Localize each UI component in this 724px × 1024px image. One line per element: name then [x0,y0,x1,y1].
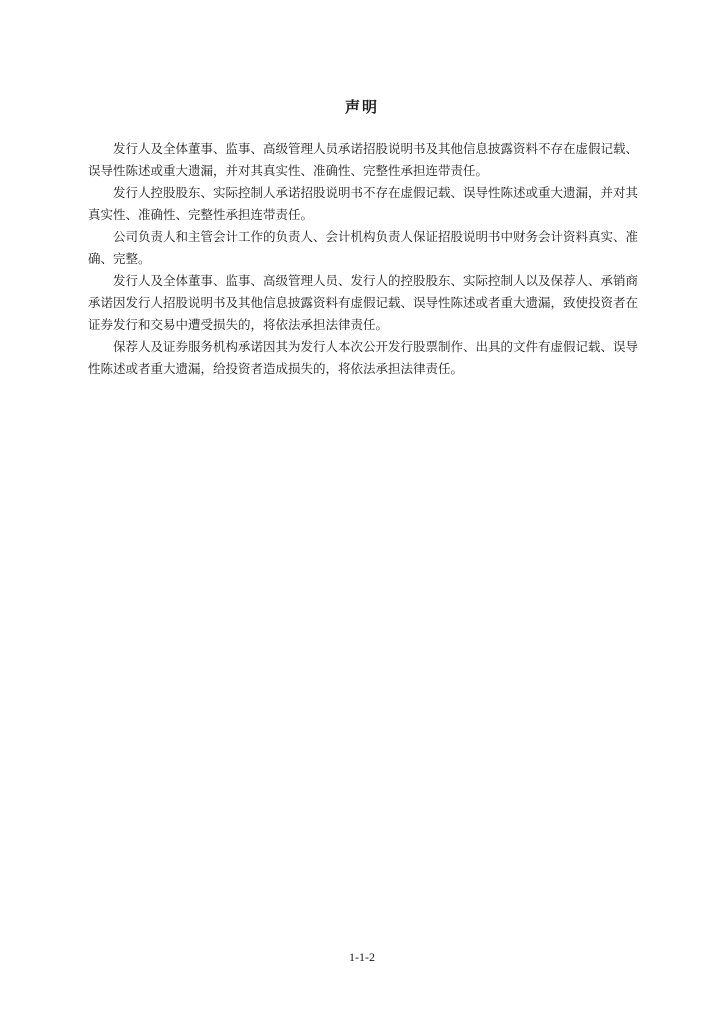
paragraph-liability-commitment: 发行人及全体董事、监事、高级管理人员、发行人的控股股东、实际控制人以及保荐人、承销商承诺因发行人招股说明书及其他信息披露资料有虚假记载、误导性陈述或者重大遗漏，致使投资者在证券发行和交易中遭受损失的，将依法承担法律责任。 [88,273,639,332]
paragraph-controlling-shareholder-commitment: 发行人控股股东、实际控制人承诺招股说明书不存在虚假记载、误导性陈述或重大遗漏，并对其真实性、准确性、完整性承担连带责任。 [88,185,639,222]
paragraph-financial-guarantee: 公司负责人和主管会计工作的负责人、会计机构负责人保证招股说明书中财务会计资料真实、准确、完整。 [88,229,639,266]
declaration-body [88,138,638,380]
page-title: 声明 [344,98,379,116]
page-number: 1-1-2 [349,950,375,964]
paragraph-directors-commitment: 发行人及全体董事、监事、高级管理人员承诺招股说明书及其他信息披露资料不存在虚假记载、误导性陈述或重大遗漏，并对其真实性、准确性、完整性承担连带责任。 [88,141,639,178]
paragraph-sponsor-commitment: 保荐人及证券服务机构承诺因其为发行人本次公开发行股票制作、出具的文件有虚假记载、误导性陈述或者重大遗漏，给投资者造成损失的，将依法承担法律责任。 [88,339,639,376]
